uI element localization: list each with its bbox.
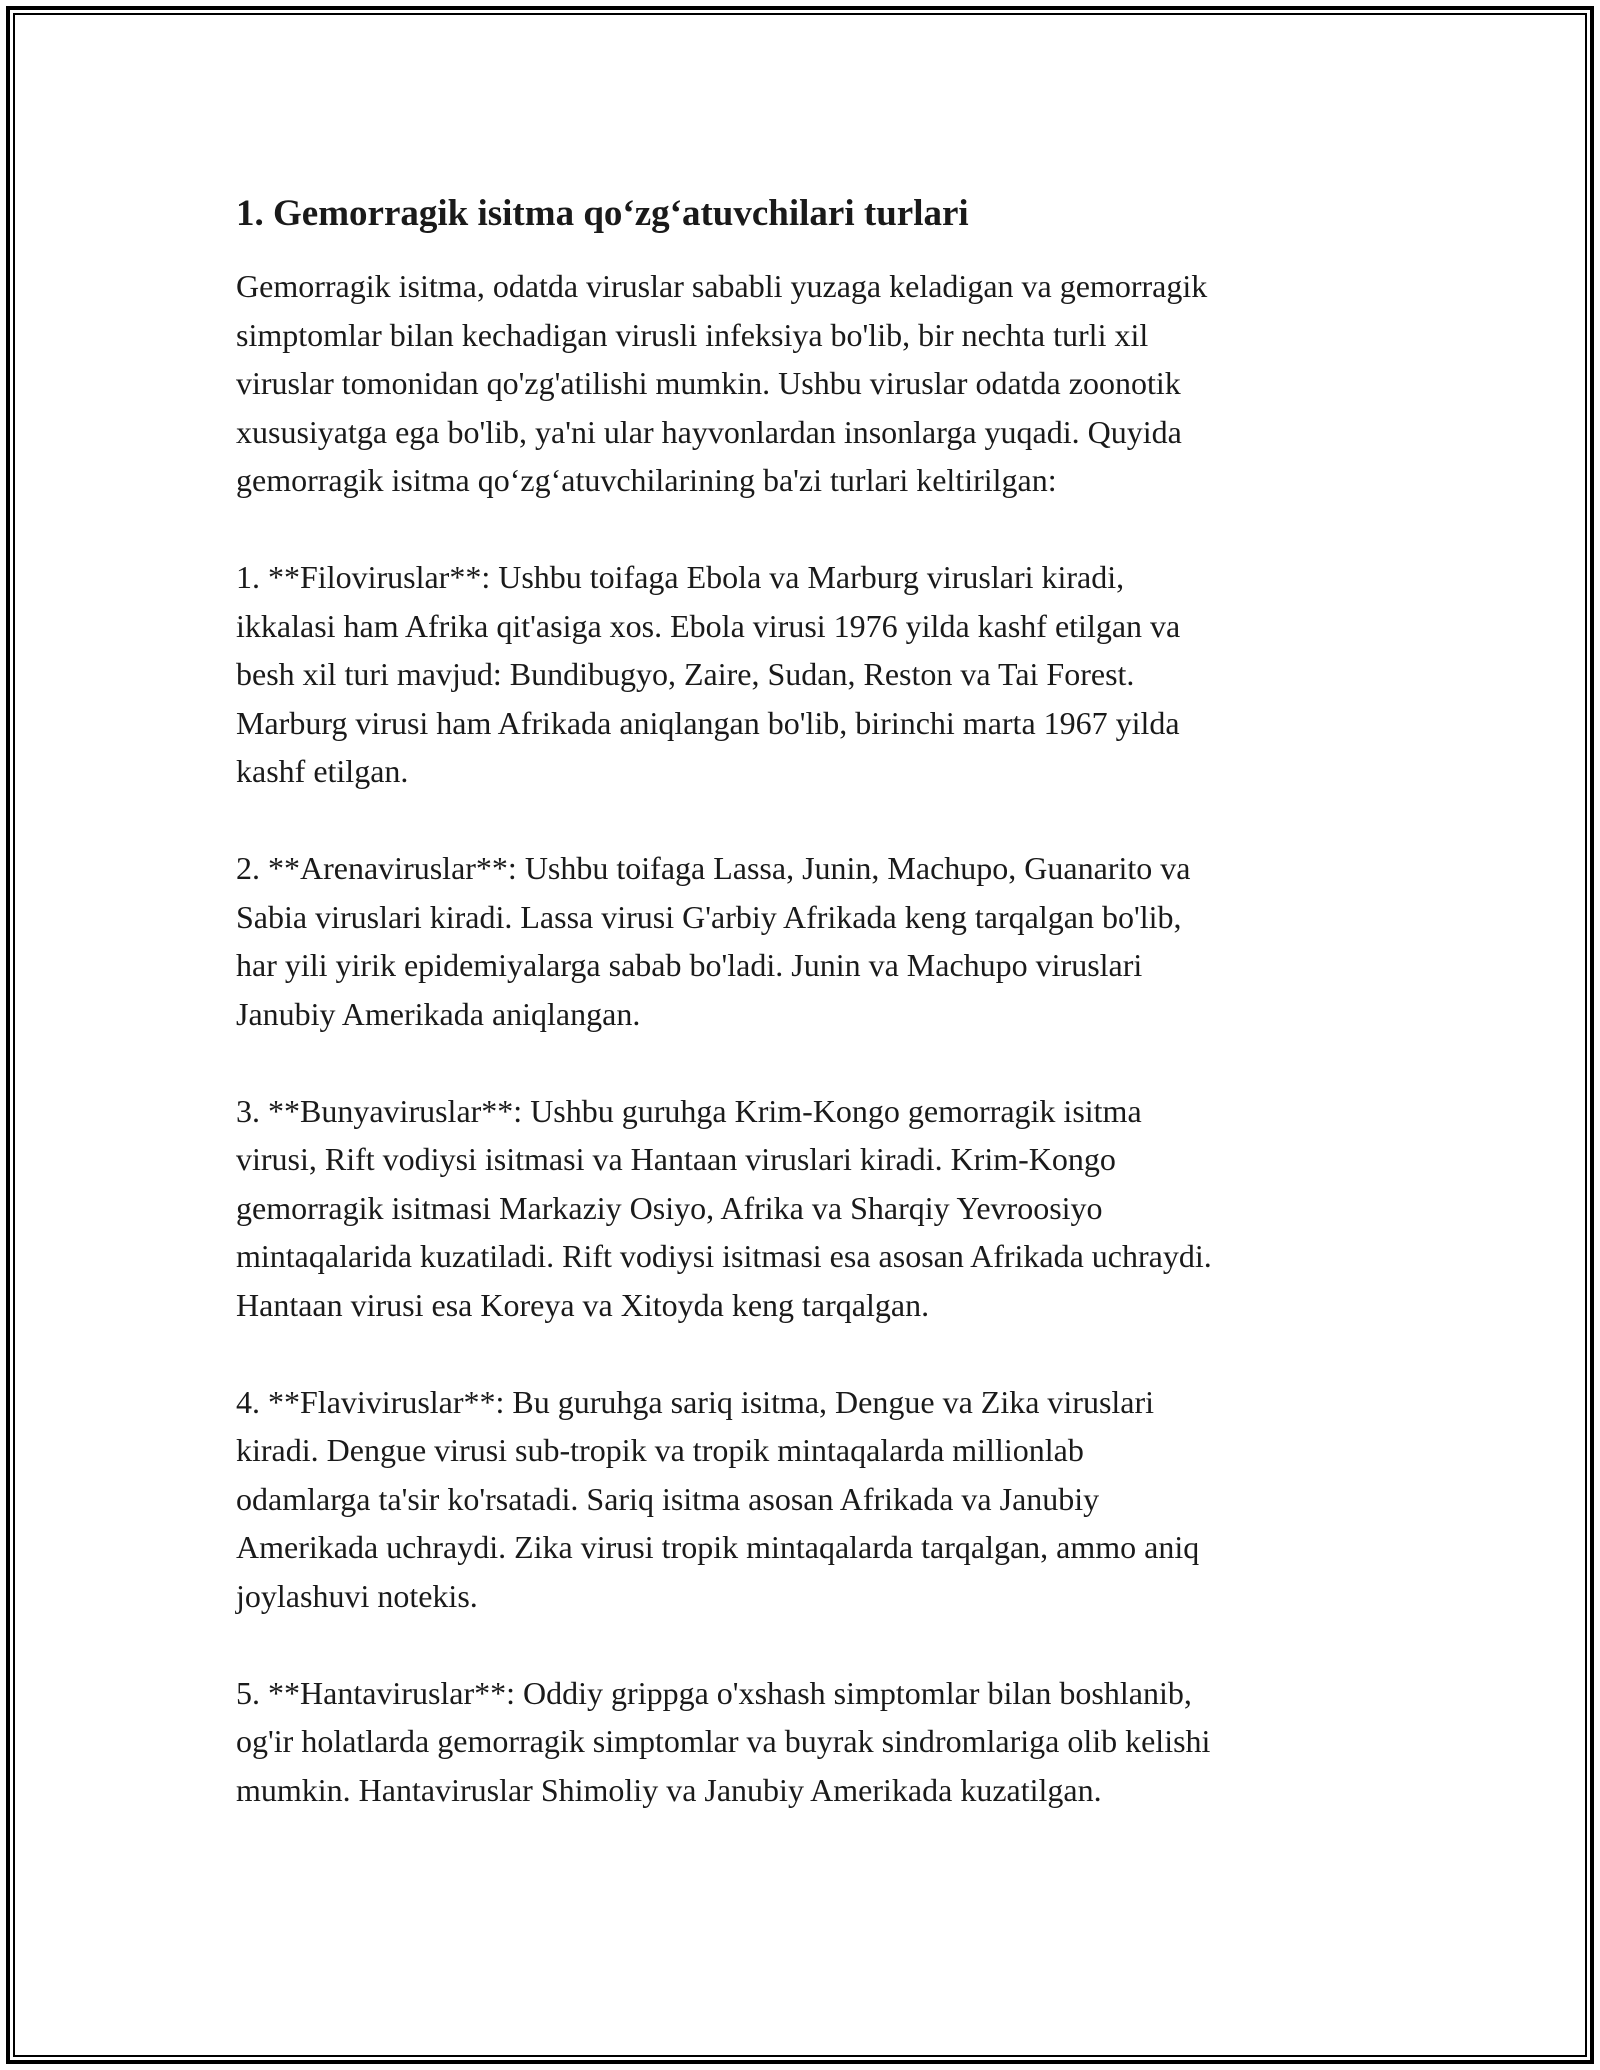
section-heading: 1. Gemorragik isitma qo‘zg‘atuvchilari turlari <box>236 193 969 234</box>
paragraph-bunyaviruses: 3. **Bunyaviruslar**: Ushbu guruhga Krim-Kongo gemorragik isitma virusi, Rift vodiysi isitmasi va Hantaan viruslari kiradi. Krim-Kongo gemorragik isitmasi Markaziy Osiyo, Afrika va Sharqiy Yevroosiyo mintaqalarida kuzatiladi. Rift vodiysi isitmasi esa asosan Afrikada uchraydi. Hantaan virusi esa Koreya va Xitoyda keng tarqalgan. <box>236 1092 1212 1323</box>
paragraph-hantaviruses: 5. **Hantaviruslar**: Oddiy grippga o'xshash simptomlar bilan boshlanib, og'ir holatlarda gemorragik simptomlar va buyrak sindromlariga olib kelishi mumkin. Hantaviruslar Shimoliy va Janubiy Amerikada kuzatilgan. <box>236 1674 1211 1808</box>
paragraph-flaviviruses: 4. **Flaviviruslar**: Bu guruhga sariq isitma, Dengue va Zika viruslari kiradi. Dengue virusi sub-tropik va tropik mintaqalarda millionlab odamlarga ta'sir ko'rsatadi. Sariq isitma asosan Afrikada va Janubiy Amerikada uchraydi. Zika virusi tropik mintaqalarda tarqalgan, ammo aniq joylashuvi notekis. <box>236 1383 1200 1614</box>
document-body <box>236 186 1376 1863</box>
paragraph-filoviruses: 1. **Filoviruslar**: Ushbu toifaga Ebola va Marburg viruslari kiradi, ikkalasi ham Afrika qit'asiga xos. Ebola virusi 1976 yilda kashf etilgan va besh xil turi mavjud: Bundibugyo, Zaire, Sudan, Reston va Tai Forest. Marburg virusi ham Afrikada aniqlangan bo'lib, birinchi marta 1967 yilda kashf etilgan. <box>236 559 1181 789</box>
paragraph-arenaviruses: 2. **Arenaviruslar**: Ushbu toifaga Lassa, Junin, Machupo, Guanarito va Sabia viruslari kiradi. Lassa virusi G'arbiy Afrikada keng tarqalgan bo'lib, har yili yirik epidemiyalarga sabab bo'ladi. Junin va Machupo viruslari Janubiy Amerikada aniqlangan. <box>236 850 1191 1032</box>
intro-paragraph: Gemorragik isitma, odatda viruslar sababli yuzaga keladigan va gemorragik simptomlar bilan kechadigan virusli infeksiya bo'lib, bir nechta turli xil viruslar tomonidan qo'zg'atilishi mumkin. Ushbu viruslar odatda zoonotik xususiyatga ega bo'lib, ya'ni ular hayvonlardan insonlarga yuqadi. Quyida gemorragik isitma qo‘zg‘atuvchilarining ba'zi turlari keltirilgan: <box>236 268 1208 498</box>
